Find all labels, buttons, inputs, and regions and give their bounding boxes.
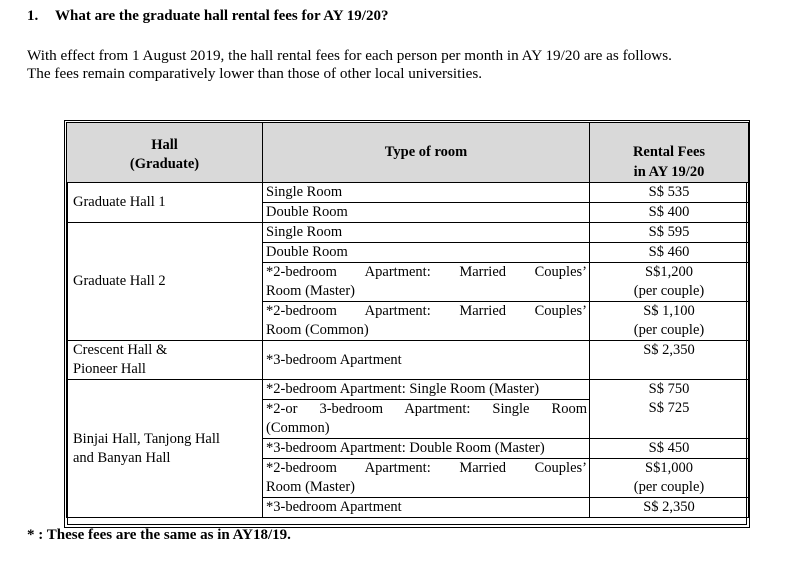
table-row	[67, 380, 749, 439]
rental-fee: S$ 750 S$ 725	[590, 380, 749, 439]
hall-name: Graduate Hall 1	[67, 183, 263, 223]
intro-paragraph	[27, 47, 787, 83]
hall-name: Binjai Hall, Tanjong Hall and Banyan Hall	[67, 380, 263, 518]
intro-line-2: The fees remain comparatively lower than those of other local universities.	[27, 65, 483, 82]
table-row	[67, 223, 749, 243]
rental-fee: S$ 2,350	[590, 341, 749, 380]
room-type: Double Room	[263, 203, 590, 223]
rental-fees-table	[66, 122, 749, 518]
rental-fee: S$ 400	[590, 203, 749, 223]
hall-name: Graduate Hall 2	[67, 223, 263, 341]
table-header-row	[67, 123, 749, 183]
rental-fee: S$1,200 (per couple)	[590, 263, 749, 302]
rental-fee: S$ 1,100 (per couple)	[590, 302, 749, 341]
intro-line-1: With effect from 1 August 2019, the hall rental fees for each person per month in AY 19/20 are as follows.	[27, 47, 672, 64]
room-type: Single Room	[263, 223, 590, 243]
rental-fee: S$ 460	[590, 243, 749, 263]
footnote: * : These fees are the same as in AY18/19.	[27, 527, 291, 543]
rental-fee: S$ 450	[590, 439, 749, 459]
room-type: *3-bedroom Apartment	[263, 498, 590, 518]
rental-fee: S$ 2,350	[590, 498, 749, 518]
room-type: *2-bedroom Apartment: Married Couples’ Room (Common)	[263, 302, 590, 341]
room-type: *2-bedroom Apartment: Married Couples’ Room (Master)	[263, 263, 590, 302]
room-type: Single Room	[263, 183, 590, 203]
room-type: *2-bedroom Apartment: Married Couples’ Room (Master)	[263, 459, 590, 498]
table-row	[67, 183, 749, 203]
header-type-of-room: Type of room	[263, 123, 590, 183]
header-rental-fees: Rental Fees in AY 19/20	[590, 123, 749, 183]
question-text: What are the graduate hall rental fees for AY 19/20?	[55, 8, 389, 24]
rental-fee: S$1,000 (per couple)	[590, 459, 749, 498]
hall-name: Crescent Hall & Pioneer Hall	[67, 341, 263, 380]
question-number: 1.	[27, 8, 39, 24]
question-heading	[27, 8, 388, 25]
room-type: *3-bedroom Apartment: Double Room (Master)	[263, 439, 590, 459]
rental-fee: S$ 535	[590, 183, 749, 203]
room-type: *2-bedroom Apartment: Single Room (Master) *2-or 3-bedroom Apartment: Single Room (Common)	[263, 380, 590, 439]
rental-fee: S$ 595	[590, 223, 749, 243]
table-row	[67, 341, 749, 380]
header-hall: Hall (Graduate)	[67, 123, 263, 183]
room-type: Double Room	[263, 243, 590, 263]
room-type: *3-bedroom Apartment	[263, 341, 590, 380]
